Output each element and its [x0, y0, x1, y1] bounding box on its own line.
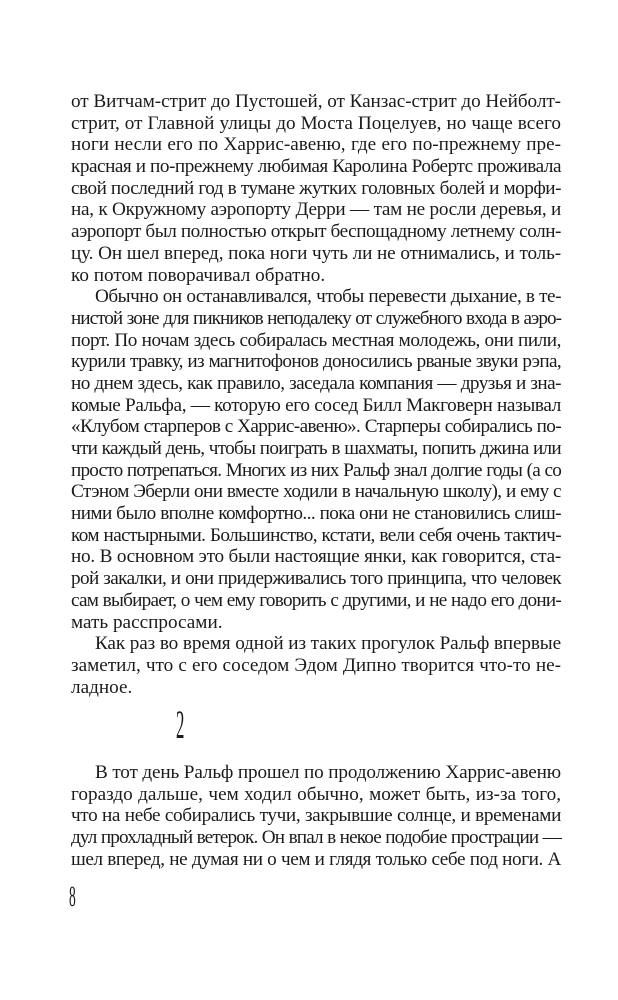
text-line: комые Ральфа, — которую его сосед Билл Макговерн называл — [71, 394, 561, 416]
text-line: чти каждый день, чтобы поиграть в шахматы, попить джина или — [71, 438, 561, 459]
text-line: нистой зоне для пикников неподалеку от служебного входа в аэро- — [71, 307, 561, 329]
chapter-number: 2 — [176, 702, 185, 747]
text-line: но днем здесь, как правило, заседала компания — друзья и зна- — [71, 372, 561, 394]
paragraph — [71, 286, 561, 633]
body-text-after-chapter — [71, 762, 561, 870]
text-line: рой закалки, и они придерживались того принципа, что человек — [71, 568, 561, 590]
text-line: дул прохладный ветерок. Он впал в некое подобие прострации — — [71, 827, 561, 849]
body-text-before-chapter — [71, 91, 561, 698]
text-line: ноги несли его по Харрис-авеню, где его по-прежнему пре- — [71, 134, 561, 156]
text-line: ними было вполне комфортно... пока они не становились слиш- — [71, 503, 561, 525]
text-line: мать расспросами. — [71, 611, 223, 633]
text-line: ладное. — [71, 676, 133, 698]
text-line: ком настырными. Большинство, кстати, вели себя очень тактич- — [71, 524, 561, 546]
text-line: от Витчам-стрит до Пустошей, от Канзас-стрит до Нейболт- — [71, 91, 561, 112]
text-line: Стэном Эберли они вместе ходили в начальную школу), и ему с — [71, 481, 561, 503]
text-line: на, к Окружному аэропорту Дерри — там не росли деревья, и — [71, 199, 561, 221]
text-line: просто потрепаться. Многих из них Ральф знал долгие годы (а со — [71, 459, 561, 481]
text-line: порт. По ночам здесь собиралась местная молодежь, они пили, — [71, 329, 561, 351]
text-line: Обычно он останавливался, чтобы перевести дыхание, в те- — [95, 286, 561, 308]
paragraph — [71, 762, 561, 870]
text-line: В тот день Ральф прошел по продолжению Харрис-авеню — [95, 762, 561, 783]
text-line: аэропорт был полностью открыт беспощадному летнему солн- — [71, 221, 561, 243]
text-line: цу. Он шел вперед, пока ноги чуть ли не отнимались, и толь- — [71, 242, 561, 264]
text-line: шел вперед, не думая ни о чем и глядя только себе под ноги. А — [71, 848, 561, 870]
text-line: но. В основном это были настоящие янки, как говорится, ста- — [71, 546, 561, 568]
text-line: курили травку, из магнитофонов доносились рваные звуки рэпа, — [71, 351, 561, 373]
text-line: заметил, что с его соседом Эдом Дипно творится что-то не- — [71, 654, 561, 676]
text-line: «Клубом старперов с Харрис-авеню». Старперы собирались по- — [71, 416, 561, 438]
text-line: сам выбирает, о чем ему говорить с другими, и не надо его дони- — [71, 589, 561, 611]
paragraph — [71, 633, 561, 698]
text-line: ко потом поворачивал обратно. — [71, 264, 326, 286]
text-line: свой последний год в тумане жутких головных болей и морфи- — [71, 177, 561, 199]
text-line: красная и по-прежнему любимая Каролина Робертс проживала — [71, 156, 561, 178]
text-line: Как раз во время одной из таких прогулок Ральф впервые — [95, 633, 561, 655]
text-line: стрит, от Главной улицы до Моста Поцелуев, но чаще всего — [71, 112, 561, 134]
paragraph — [71, 91, 561, 286]
text-line: что на небе собирались тучи, закрывшие солнце, и временами — [71, 805, 561, 827]
text-line: гораздо дальше, чем ходил обычно, может быть, из-за того, — [71, 783, 561, 805]
page-number: 8 — [69, 880, 76, 913]
